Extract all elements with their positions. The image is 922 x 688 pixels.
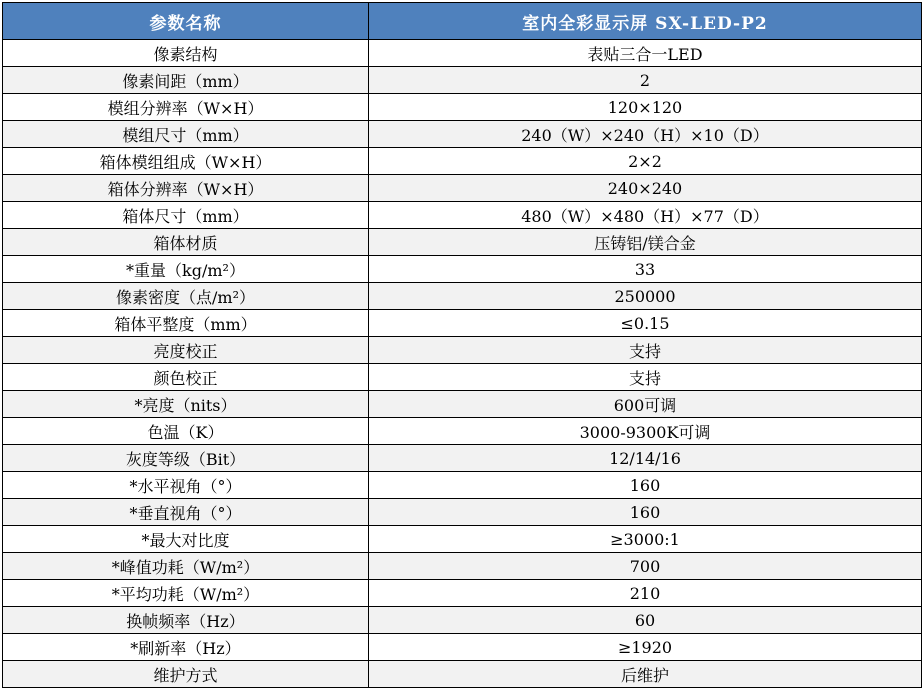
- table-row: [3, 526, 922, 553]
- param-name-cell: 像素结构: [3, 40, 369, 67]
- param-name-cell: *垂直视角（°）: [3, 499, 369, 526]
- table-row: [3, 40, 922, 67]
- table-row: [3, 553, 922, 580]
- param-name-cell: 换帧频率（Hz）: [3, 607, 369, 634]
- param-name-cell: 颜色校正: [3, 364, 369, 391]
- table-row: [3, 661, 922, 688]
- header-row: [3, 3, 922, 40]
- table-row: [3, 499, 922, 526]
- table-row: [3, 391, 922, 418]
- table-row: [3, 121, 922, 148]
- param-name-cell: *平均功耗（W/m²）: [3, 580, 369, 607]
- param-value-cell: 480（W）×480（H）×77（D）: [369, 202, 922, 229]
- param-value-cell: 后维护: [369, 661, 922, 688]
- param-name-cell: 箱体模组组成（W×H）: [3, 148, 369, 175]
- param-value-cell: 240（W）×240（H）×10（D）: [369, 121, 922, 148]
- param-value-cell: 2: [369, 67, 922, 94]
- spec-table-body: [3, 40, 922, 688]
- param-name-cell: 亮度校正: [3, 337, 369, 364]
- table-row: [3, 472, 922, 499]
- product-model-header: 室内全彩显示屏 SX-LED-P2: [369, 3, 922, 40]
- table-row: [3, 175, 922, 202]
- param-value-cell: ≤0.15: [369, 310, 922, 337]
- spec-table: [2, 2, 922, 688]
- param-value-cell: 160: [369, 499, 922, 526]
- table-row: [3, 310, 922, 337]
- param-value-cell: 表贴三合一LED: [369, 40, 922, 67]
- param-value-cell: 250000: [369, 283, 922, 310]
- table-row: [3, 634, 922, 661]
- table-row: [3, 580, 922, 607]
- param-name-cell: 箱体平整度（mm）: [3, 310, 369, 337]
- param-value-cell: 支持: [369, 364, 922, 391]
- table-row: [3, 67, 922, 94]
- table-row: [3, 256, 922, 283]
- param-value-cell: ≥1920: [369, 634, 922, 661]
- param-name-cell: 模组分辨率（W×H）: [3, 94, 369, 121]
- param-name-cell: 箱体材质: [3, 229, 369, 256]
- param-name-cell: *重量（kg/m²）: [3, 256, 369, 283]
- param-name-cell: *水平视角（°）: [3, 472, 369, 499]
- param-name-cell: 箱体分辨率（W×H）: [3, 175, 369, 202]
- param-value-cell: 33: [369, 256, 922, 283]
- table-row: [3, 94, 922, 121]
- table-row: [3, 229, 922, 256]
- param-name-cell: 灰度等级（Bit）: [3, 445, 369, 472]
- param-value-cell: 2×2: [369, 148, 922, 175]
- param-value-cell: 600可调: [369, 391, 922, 418]
- table-row: [3, 337, 922, 364]
- table-row: [3, 283, 922, 310]
- param-value-cell: ≥3000:1: [369, 526, 922, 553]
- param-name-cell: 像素间距（mm）: [3, 67, 369, 94]
- param-value-cell: 700: [369, 553, 922, 580]
- param-value-cell: 60: [369, 607, 922, 634]
- param-name-cell: 箱体尺寸（mm）: [3, 202, 369, 229]
- param-name-cell: *峰值功耗（W/m²）: [3, 553, 369, 580]
- param-name-header: 参数名称: [3, 3, 369, 40]
- param-name-cell: 模组尺寸（mm）: [3, 121, 369, 148]
- param-value-cell: 12/14/16: [369, 445, 922, 472]
- table-row: [3, 418, 922, 445]
- param-name-cell: 像素密度（点/m²）: [3, 283, 369, 310]
- param-value-cell: 240×240: [369, 175, 922, 202]
- param-name-cell: *刷新率（Hz）: [3, 634, 369, 661]
- param-value-cell: 支持: [369, 337, 922, 364]
- param-name-cell: 维护方式: [3, 661, 369, 688]
- param-value-cell: 160: [369, 472, 922, 499]
- param-value-cell: 120×120: [369, 94, 922, 121]
- param-name-cell: 色温（K）: [3, 418, 369, 445]
- param-value-cell: 210: [369, 580, 922, 607]
- table-row: [3, 202, 922, 229]
- param-value-cell: 压铸铝/镁合金: [369, 229, 922, 256]
- table-row: [3, 607, 922, 634]
- table-row: [3, 364, 922, 391]
- param-name-cell: *最大对比度: [3, 526, 369, 553]
- param-name-cell: *亮度（nits）: [3, 391, 369, 418]
- table-row: [3, 445, 922, 472]
- param-value-cell: 3000-9300K可调: [369, 418, 922, 445]
- table-row: [3, 148, 922, 175]
